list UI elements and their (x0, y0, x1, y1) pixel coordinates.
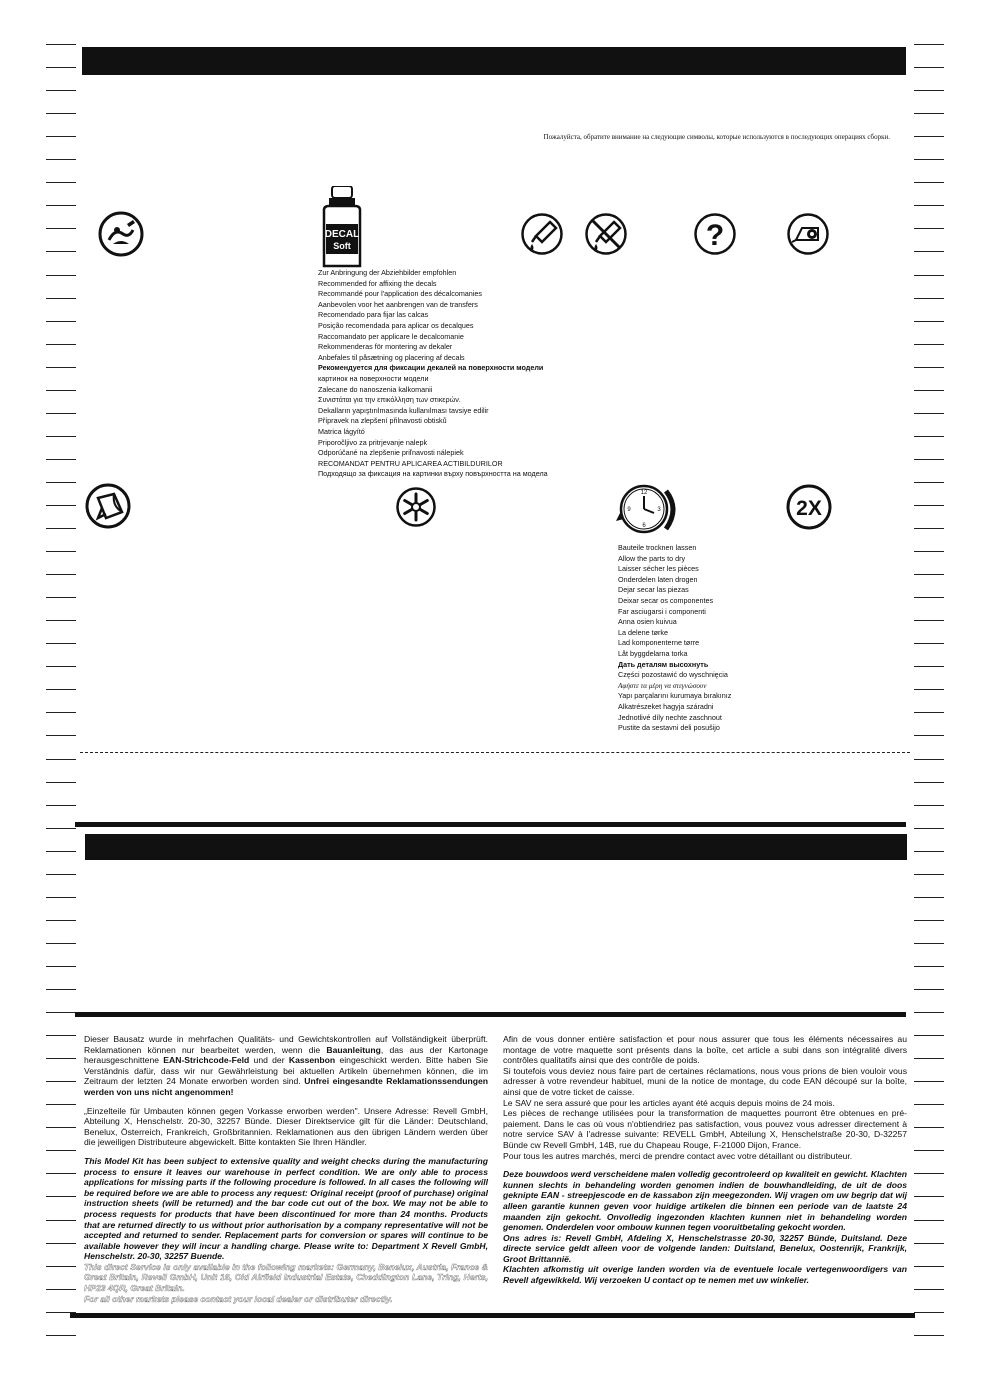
margin-tick (914, 1243, 944, 1244)
margin-tick (914, 620, 944, 621)
decal-line: Matrica lágyító (318, 426, 365, 436)
margin-tick (914, 344, 944, 345)
decal-soft-icon (320, 186, 364, 268)
margin-tick (46, 989, 76, 990)
margin-tick (914, 90, 944, 91)
margin-tick (46, 182, 76, 183)
margin-tick (914, 712, 944, 713)
margin-tick (914, 574, 944, 575)
margin-tick (46, 298, 76, 299)
margin-tick (46, 228, 76, 229)
decal-line: Recomendado para fijar las calcas (318, 310, 429, 320)
nl-paragraph-1: Deze bouwdoos werd verscheidene malen volledig gecontroleerd op kwaliteit en gewicht. Klachten kunnen slechts in behandeling worden genomen indien de bouwhandleiding, de uit de doos geknipte EAN - streepjescode en de kassabon zijn meegezonden. Wij vragen om uw begrip dat wij alleen garantie kunnen geven voor huidige artikelen die binnen een periode van de laatste 24 maanden zijn gekocht. Onvolledig ingezonden klachten kunnen niet in behandeling worden genomen. Onderdelen voor ombouw kunnen tegen vooruitbetaling gekocht worden. (503, 1169, 907, 1233)
margin-tick (914, 44, 944, 45)
margin-tick (914, 413, 944, 414)
margin-tick (914, 1220, 944, 1221)
margin-tick (46, 597, 76, 598)
margin-tick (914, 874, 944, 875)
svg-text:3: 3 (657, 507, 661, 513)
margin-tick (914, 251, 944, 252)
dry-line: Dejar secar las piezas (618, 585, 689, 595)
margin-tick (914, 689, 944, 690)
margin-tick (914, 1081, 944, 1082)
dry-line: Alkatrészeket hagyja száradni (618, 701, 714, 711)
margin-tick (46, 874, 76, 875)
margin-tick (914, 482, 944, 483)
decal-line: Συνιστάται για την επικόλληση των στικερών. (318, 395, 461, 405)
margin-tick (46, 851, 76, 852)
margin-tick (46, 574, 76, 575)
margin-tick (914, 528, 944, 529)
margin-tick (914, 805, 944, 806)
question-icon (693, 212, 737, 256)
margin-tick (914, 551, 944, 552)
dry-line: Laisser sécher les pièces (618, 564, 699, 574)
margin-tick (46, 620, 76, 621)
lower-rule (75, 1012, 906, 1017)
fr-paragraph-2: Si toutefois vous deviez nous faire part de certaines réclamations, nous vous prions de bien vouloir vous adresser à votre revendeur habituel, muni de la notice de montage, du code EAN découpé sur la boîte, ainsi que de votre ticket de caisse. (503, 1065, 907, 1097)
margin-tick (914, 966, 944, 967)
decal-line: Zalecane do nanoszenia kalkomanii (318, 384, 433, 394)
margin-tick (46, 643, 76, 644)
margin-tick (46, 1243, 76, 1244)
margin-tick (914, 275, 944, 276)
margin-tick (46, 759, 76, 760)
margin-tick (914, 1289, 944, 1290)
margin-tick (914, 828, 944, 829)
margin-tick (46, 459, 76, 460)
margin-tick (46, 67, 76, 68)
margin-tick (46, 90, 76, 91)
margin-tick (46, 1104, 76, 1105)
margin-tick (914, 390, 944, 391)
twice-label: 2X (796, 497, 822, 520)
decal-line: Přípravek na zlepšení přilnavosti obtisků (318, 416, 447, 426)
margin-tick (46, 275, 76, 276)
decal-line: Recommended for affixing the decals (318, 278, 437, 288)
svg-text:6: 6 (642, 523, 646, 529)
decal-line: Anbefales til påsætning og placering af decals (318, 352, 465, 362)
margin-tick (914, 67, 944, 68)
margin-tick (914, 205, 944, 206)
dry-line: Låt byggdelarna torka (618, 648, 688, 658)
decal-line: Aanbevolen voor het aanbrengen van de transfers (318, 299, 478, 309)
margin-tick (46, 436, 76, 437)
dry-line: Części pozostawić do wyschnięcia (618, 670, 728, 680)
margin-tick (914, 1266, 944, 1267)
decal-line: Подходящо за фиксация на картинки върху повърхността на модела (318, 469, 548, 479)
fr-paragraph-4: Les pièces de rechange utilisées pour la transformation de maquettes pourront être obtenues en pré-paiement. Dans le cas où vous n'obtiendriez pas satisfaction, vous pouvez vous adresser directement à notre service SAV à l'adresse suivante: REVELL GmbH, Abteilung X, Henschelstraße 20-30, D-32257 Bünde cw Revell GmbH, 14B, rue du Chapeau Rouge, F-21000 Dijon, France. (503, 1108, 907, 1150)
bottom-rule (70, 1313, 915, 1318)
margin-tick (914, 759, 944, 760)
fr-paragraph-5: Pour tous les autres marchés, merci de prendre contact avec votre détaillant ou distributeur. (503, 1150, 853, 1161)
margin-tick (46, 390, 76, 391)
question-mark: ? (705, 219, 725, 252)
margin-tick (46, 712, 76, 713)
margin-tick (46, 205, 76, 206)
margin-tick (46, 413, 76, 414)
decal-line: Zur Anbringung der Abziehbilder empfohlen (318, 268, 457, 277)
margin-tick (914, 321, 944, 322)
margin-tick (46, 482, 76, 483)
mid-rule (75, 822, 906, 827)
margin-tick (46, 828, 76, 829)
no-glue-icon (584, 212, 628, 256)
margin-tick (46, 1058, 76, 1059)
repeat-twice-icon (785, 483, 833, 531)
margin-tick (46, 689, 76, 690)
margin-tick (46, 1035, 76, 1036)
margin-tick (914, 459, 944, 460)
margin-tick (46, 666, 76, 667)
decal-line: Raccomandato per applicare le decalcomanie (318, 331, 464, 341)
margin-tick (914, 298, 944, 299)
margin-tick (914, 159, 944, 160)
margin-tick (46, 1012, 76, 1013)
clock-dry-icon (614, 483, 686, 535)
dry-line: Αφήστε τα μέρη να στεγνώσουν (618, 681, 707, 690)
margin-tick (46, 782, 76, 783)
service-text-right (503, 1034, 907, 1294)
margin-tick (46, 505, 76, 506)
margin-tick (914, 1012, 944, 1013)
glue-spill-icon (97, 210, 145, 258)
fold-bend-icon (84, 482, 132, 530)
decal-line: Priporočljivo za pritrjevanje nalepk (318, 437, 428, 447)
symbols-note-ru: Пожалуйста, обратите внимание на следующие символы, которые используются в последующих операциях сборки. (543, 133, 890, 141)
margin-tick (914, 1196, 944, 1197)
margin-tick (914, 989, 944, 990)
dry-line: Bauteile trocknen lassen (618, 543, 697, 552)
margin-tick (914, 367, 944, 368)
nl-paragraph-2: Ons adres is: Revell GmbH, Afdeling X, Henschelstrasse 20-30, 32257 Bünde, Duitsland. Deze directe service geldt alleen voor de volgende landen: Duitsland, Benelux, Oostenrijk, Frankrijk, Groot Brittannië. (503, 1232, 907, 1264)
margin-tick (914, 1150, 944, 1151)
en-paragraph-3: For all other markets please contact your local dealer or distributer directly. (84, 1293, 393, 1304)
decal-line: Dekalların yapıştırılmasında kullanılması tavsiye edilir (318, 405, 489, 415)
dry-line: Yapı parçalarını kurumaya bırakınız (618, 691, 732, 701)
margin-tick (46, 735, 76, 736)
margin-tick (914, 1058, 944, 1059)
decal-line: Odporúčané na zlepšenie priľnavosti nálepiek (318, 448, 464, 458)
en-paragraph-2: This direct Service is only available in the following markets: Germany, Benelux, Austria, France & Great Britain, Revell GmbH, Unit 16, Old Airfield Industrial Estate, Cheddington Lane, Tring, Herts, HP23 4QR, Great Britain. (84, 1261, 488, 1294)
mid-header-bar (85, 834, 907, 860)
de-paragraph-2: „Einzelteile für Umbauten können gegen Vorkasse erworben werden". Unsere Adresse: Revell GmbH, Abteilung X, Henschelstr. 20-30, 32257 Bünde. Dieser Direktservice gilt für die Länder: Deutschland, Benelux, Österreich, Frankreich, Großbritannien. Reklamationen aus den übrigen Ländern werden über die jeweiligen Distributeure abgewickelt. Bitte kontakten Sie Ihren Händler. (84, 1105, 488, 1148)
margin-tick (46, 943, 76, 944)
dry-line: Jednotlivé díly nechte zaschnout (618, 712, 722, 722)
margin-tick (46, 1150, 76, 1151)
dry-line: Lad komponenterne tørre (618, 638, 700, 648)
decal-line: картинок на поверхности модели (318, 373, 429, 383)
margin-tick (46, 321, 76, 322)
margin-tick (914, 851, 944, 852)
margin-tick (46, 920, 76, 921)
dry-line: Allow the parts to dry (618, 553, 686, 563)
margin-tick (914, 436, 944, 437)
margin-tick (914, 1312, 944, 1313)
cut-drill-icon (395, 486, 437, 528)
dry-line: Дать деталям высохнуть (618, 659, 709, 669)
dry-list (618, 543, 731, 734)
dry-line: La delene tørke (618, 627, 668, 637)
decal-line: Rekommenderas för montering av dekaler (318, 342, 453, 352)
nl-paragraph-3: Klachten afkomstig uit overige landen worden via de eventuele locale vertegenwoordigers van Revell afgewikkeld. Wij verzoeken U contact op te nemen met uw winkelier. (503, 1264, 907, 1286)
margin-tick (46, 1289, 76, 1290)
margin-tick (46, 113, 76, 114)
margin-tick (914, 182, 944, 183)
dry-line: Onderdelen laten drogen (618, 574, 698, 584)
margin-tick (46, 344, 76, 345)
decal-line: RECOMANDAT PENTRU APLICAREA ACTIBILDURILOR (318, 458, 503, 468)
margin-tick (46, 551, 76, 552)
margin-tick (914, 136, 944, 137)
margin-tick (914, 643, 944, 644)
service-text-left (84, 1034, 488, 1312)
margin-tick (46, 136, 76, 137)
margin-tick (46, 367, 76, 368)
margin-tick (46, 1220, 76, 1221)
margin-tick (46, 251, 76, 252)
decal-line: Recommandé pour l'application des décalcomanies (318, 289, 482, 299)
tape-icon (786, 212, 830, 256)
margin-tick (46, 1173, 76, 1174)
margin-tick (914, 943, 944, 944)
margin-tick (914, 920, 944, 921)
margin-tick (914, 735, 944, 736)
dry-line: Deixar secar os componentes (618, 595, 714, 605)
margin-tick (914, 1127, 944, 1128)
svg-text:9: 9 (627, 507, 631, 513)
decal-can-label: DECAL (324, 229, 360, 240)
top-header-bar (82, 47, 906, 75)
margin-tick (914, 1035, 944, 1036)
margin-tick (46, 966, 76, 967)
margin-tick (914, 1173, 944, 1174)
margin-tick (914, 1335, 944, 1336)
margin-tick (914, 897, 944, 898)
margin-tick (914, 666, 944, 667)
margin-tick (46, 159, 76, 160)
margin-tick (46, 1127, 76, 1128)
margin-tick (914, 228, 944, 229)
margin-tick (46, 1081, 76, 1082)
margin-tick (46, 805, 76, 806)
margin-tick (914, 1104, 944, 1105)
fr-paragraph-1: Afin de vous donner entière satisfaction et pour nous assurer que tous les éléments nécessaires au montage de votre maquette sont présents dans la boîte, cet article a subi dans son intégralité divers contrôles qualitatifs ainsi que des contrôle de poids. (503, 1034, 907, 1066)
margin-tick (46, 528, 76, 529)
margin-tick (46, 44, 76, 45)
margin-tick (914, 597, 944, 598)
decal-line: Рекомендуется для фиксации декалей на поверхности модели (318, 363, 544, 373)
de-paragraph-1: Dieser Bausatz wurde in mehrfachen Qualitäts- und Gewichtskontrollen auf Vollständigkeit überprüft. Reklamationen können nur bearbeitet werden, wenn die Bauanleitung, das aus der Kartonage herausgeschnittene EAN-Strichcode-Feld und der Kassenbon eingeschickt werden. Bitte haben Sie Verständnis dafür, dass wir nur Gewährleistung bei aktuellen Artikeln übernehmen können, die im Zeitraum der letzten 24 Monate erworben worden sind. Unfrei eingesandte Reklamationssendungen werden von uns nicht angenommen! (84, 1034, 488, 1097)
margin-tick (46, 1335, 76, 1336)
margin-tick (914, 505, 944, 506)
margin-tick (914, 113, 944, 114)
dry-line: Far asciugarsi i componenti (618, 606, 706, 616)
margin-tick (914, 782, 944, 783)
dry-line: Pustite da sestavni deli posušijo (618, 723, 720, 733)
dashed-separator (80, 752, 910, 753)
dry-line: Anna osien kuivua (618, 617, 677, 627)
margin-tick (46, 1196, 76, 1197)
margin-tick (46, 897, 76, 898)
fr-paragraph-3: Le SAV ne sera assuré que pour les articles ayant été acquis depuis moins de 24 mois. (503, 1097, 835, 1108)
margin-tick (46, 1266, 76, 1267)
decal-soft-list (318, 268, 548, 480)
decal-can-sub: Soft (333, 241, 351, 251)
decal-line: Posição recomendada para aplicar os decalques (318, 320, 474, 330)
en-paragraph-1: This Model Kit has been subject to extensive quality and weight checks during the manufacturing process to ensure it leaves our warehouse in perfect condition. We are only able to process applications for missing parts if the following procedure is followed. In all cases the following will be required before we are able to process any request: Original receipt (proof of purchase) original instruction sheets (will be returned) and the bar code cut out of the box. We may not be able to process requests for products that have been discontinued for more than 24 months. Products that are returned directly to us without prior authorisation by a company representative will not be accepted and returned to sender. Replacement parts for conversion or spares will continue to be available however they will incur a handling charge. Please write to: Department X Revell GmbH, Henschelstr. 20-30, 32257 Buende. (84, 1155, 488, 1262)
svg-text:12: 12 (640, 490, 648, 496)
use-glue-icon (520, 212, 564, 256)
